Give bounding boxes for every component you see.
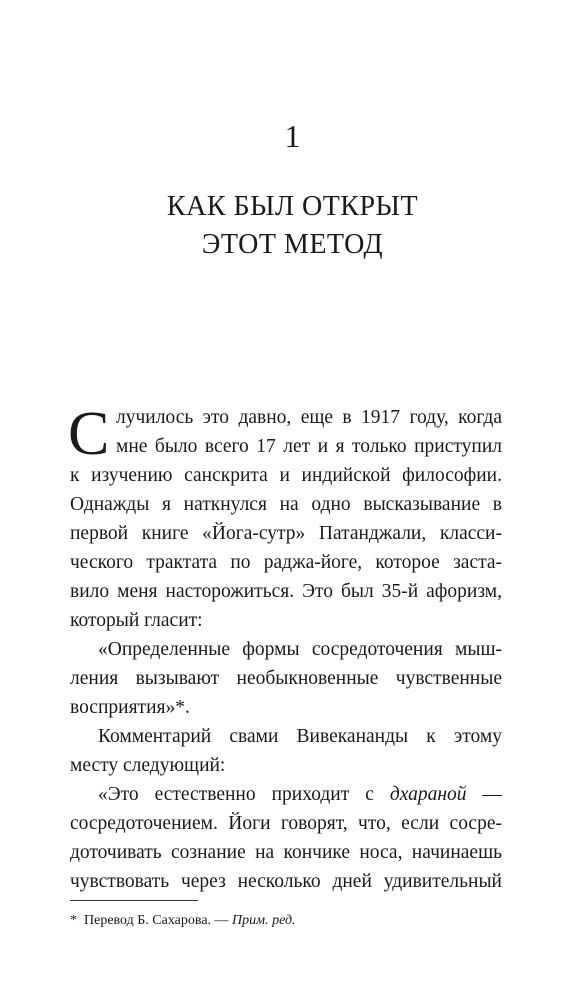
text-line: вило меня насторожиться. Это был 35-й афоризм, — [70, 581, 502, 602]
text-line: доточивать сознание на кончике носа, начинаешь — [70, 842, 502, 863]
footnote-text: Перевод Б. Сахарова. — — [84, 913, 229, 928]
text-line: чувствовать через несколько дней удивительный — [70, 871, 502, 892]
chapter-title-line-1: КАК БЫЛ ОТКРЫТ — [166, 191, 419, 222]
text-line: ления вызывают необыкновенные чувственные — [70, 668, 502, 689]
text-line: «Определенные формы сосредоточения мыш- — [98, 639, 502, 660]
text-line: мне было всего 17 лет и я только приступил — [116, 436, 502, 457]
drop-cap: С — [68, 400, 110, 468]
text-line: месту следующий: — [70, 755, 226, 776]
text-fragment: — — [482, 784, 503, 805]
chapter-title — [0, 188, 585, 264]
text-fragment: «Это естественно приходит с — [98, 784, 374, 805]
footnote — [70, 912, 502, 930]
text-line: восприятия»*. — [70, 697, 190, 718]
chapter-number: 1 — [284, 118, 301, 154]
footnote-divider — [70, 900, 198, 901]
text-line: первой книге «Йога-сутр» Патанджали, класси- — [70, 523, 502, 544]
text-line: лучилось это давно, еще в 1917 году, когда — [116, 407, 502, 428]
text-line: сосредоточением. Йоги говорят, что, если сосре- — [70, 813, 502, 834]
text-line: ческого трактата по раджа-йоге, которое заста- — [70, 552, 502, 573]
text-line: который гласит: — [70, 610, 203, 631]
footnote-note: Прим. ред. — [232, 913, 296, 928]
text-line: к изучению санскрита и индийской философии. — [70, 465, 502, 486]
italic-term: дхараной — [389, 784, 467, 805]
text-line — [98, 780, 502, 809]
text-line: Комментарий свами Вивекананды к этому — [98, 726, 502, 747]
text-line: Однажды я наткнулся на одно высказывание в — [70, 494, 502, 515]
footnote-marker: * — [70, 913, 77, 928]
chapter-title-line-2: ЭТОТ МЕТОД — [201, 229, 384, 260]
